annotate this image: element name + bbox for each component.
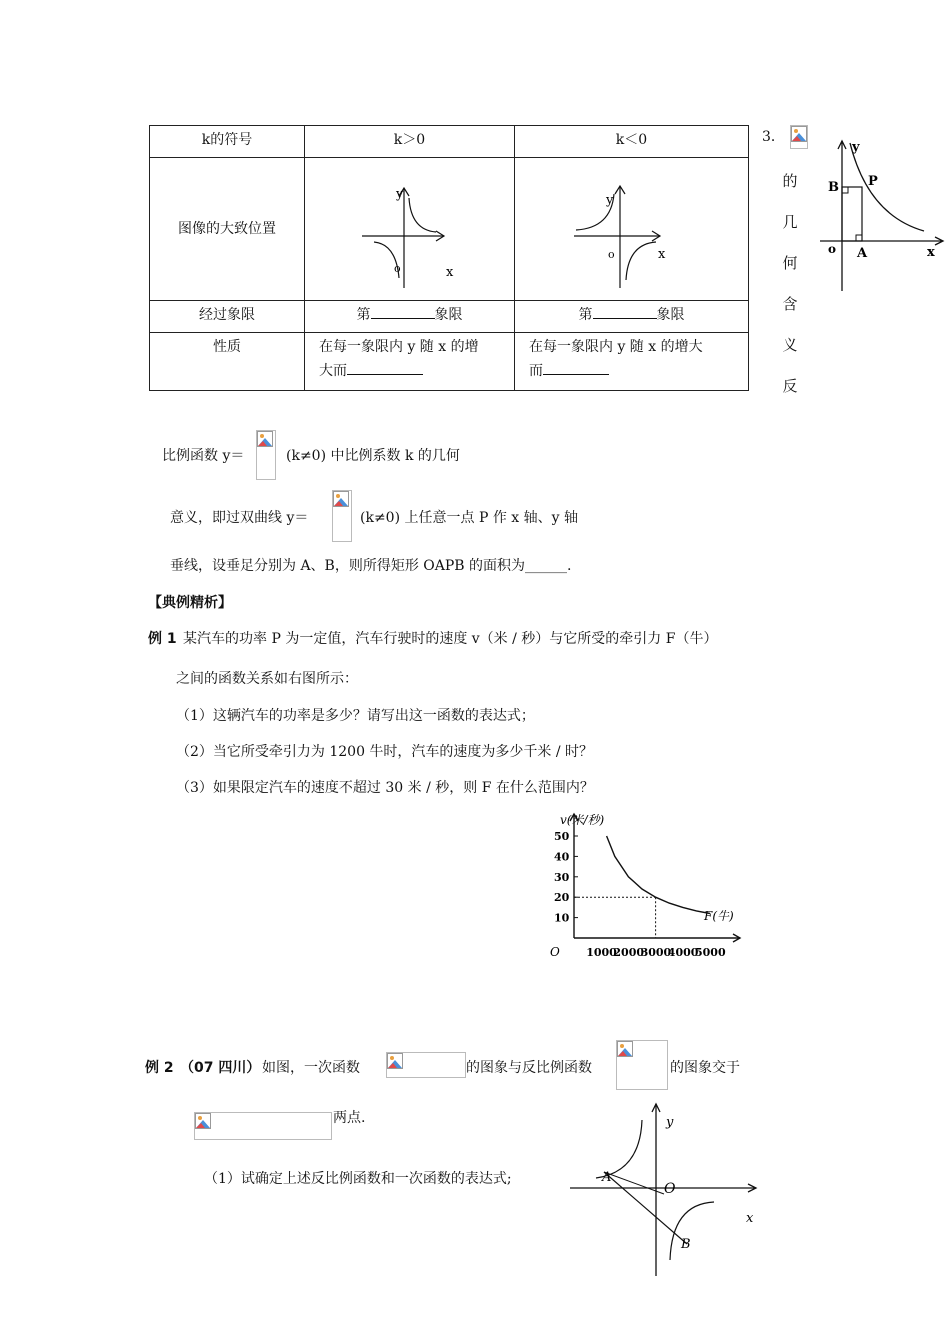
- graph-o-label: o: [393, 262, 401, 275]
- example1-q2: （2）当它所受牵引力为 1200 牛时，汽车的速度为多少千米 / 时？: [176, 744, 594, 760]
- x-tick-label: 5000: [695, 946, 726, 958]
- example1-q1: （1）这辆汽车的功率是多少？请写出这一函数的表达式；: [176, 708, 535, 724]
- para-line-1-a: 比例函数 y＝: [162, 448, 245, 464]
- quadrant-suffix: 象限: [434, 307, 463, 323]
- origin-label: O: [550, 945, 560, 958]
- figure-a-label: A: [602, 1170, 612, 1185]
- graph-y-label: y: [395, 187, 403, 202]
- answer-blank[interactable]: [543, 360, 609, 375]
- graph-k-positive-cell: [305, 158, 515, 301]
- header-k-negative: k＜0: [515, 126, 749, 158]
- example1-label: 例 1: [148, 631, 177, 647]
- broken-image-icon: [387, 1053, 403, 1069]
- property-k-positive: [305, 333, 515, 391]
- quadrant-k-negative: [515, 301, 749, 333]
- answer-blank[interactable]: [347, 360, 423, 375]
- para-line-3: 垂线，设垂足分别为 A、B，则所得矩形 OAPB 的面积为______.: [170, 558, 572, 574]
- para-line-2-b: (k≠0) 上任意一点 P 作 x 轴、y 轴: [360, 510, 578, 526]
- y-tick-label: 50: [554, 830, 570, 843]
- figure-o-label: O: [664, 1181, 676, 1197]
- figure-o-label: o: [828, 242, 837, 256]
- intersection-figure: [560, 1100, 770, 1280]
- figure-p-label: P: [868, 174, 878, 189]
- properties-table: [149, 125, 749, 391]
- image-placeholder: [386, 1052, 466, 1078]
- velocity-force-chart: [530, 808, 750, 958]
- image-placeholder: [616, 1040, 668, 1090]
- graph-y-label: y: [605, 193, 613, 208]
- y-tick-label: 20: [554, 891, 570, 905]
- row-quadrant-label: 经过象限: [150, 301, 305, 333]
- property-text: 而: [529, 363, 543, 379]
- y-tick-label: 40: [554, 850, 570, 864]
- para-line-1-b: (k≠0) 中比例系数 k 的几何: [286, 448, 460, 464]
- table-row: [150, 333, 749, 391]
- figure-a-label: A: [857, 246, 868, 261]
- property-k-negative: [515, 333, 749, 391]
- answer-blank[interactable]: [593, 304, 657, 319]
- answer-blank[interactable]: [371, 304, 435, 319]
- item-number: 3．: [762, 129, 785, 145]
- vertical-char: 反: [782, 377, 798, 395]
- x-tick-label: 1000: [586, 946, 617, 958]
- example2-text-d: 两点.: [333, 1110, 366, 1126]
- graph-k-negative-cell: [515, 158, 749, 301]
- example2-q1: （1）试确定上述反比例函数和一次函数的表达式;: [204, 1171, 512, 1187]
- row-image-label: 图像的大致位置: [150, 158, 305, 301]
- property-text: 大而: [319, 363, 347, 379]
- x-axis-label: F(牛): [704, 909, 734, 923]
- example2-text-a: 如图，一次函数: [262, 1060, 360, 1076]
- x-tick-label: 4000: [667, 946, 699, 958]
- example1-line1: 某汽车的功率 P 为一定值，汽车行驶时的速度 v（米 / 秒）与它所受的牵引力 F（牛）: [183, 631, 718, 647]
- figure-y-label: y: [852, 140, 860, 155]
- vertical-char: 何: [782, 254, 798, 272]
- example1-q3: （3）如果限定汽车的速度不超过 30 米 / 秒，则 F 在什么范围内？: [176, 780, 594, 796]
- graph-o-label: o: [607, 248, 615, 261]
- figure-y-label: y: [666, 1115, 674, 1130]
- image-placeholder: [332, 490, 352, 542]
- figure-b-label: B: [828, 180, 839, 195]
- y-tick-label: 30: [554, 870, 570, 884]
- row-property-label: 性质: [150, 333, 305, 391]
- example2-text-b: 的图象与反比例函数: [466, 1060, 592, 1076]
- x-tick-label: 3000: [640, 946, 672, 958]
- section-title: 【典例精析】: [148, 595, 232, 611]
- hyperbola-k-negative-graph: [516, 158, 748, 292]
- vertical-char: 的: [782, 172, 798, 190]
- property-text: 在每一象限内 y 随 x 的增: [319, 339, 479, 355]
- example2-source: （07 四川）: [180, 1060, 261, 1076]
- header-k-sign: k的符号: [150, 126, 305, 158]
- table-header-row: [150, 126, 749, 158]
- quadrant-prefix: 第: [578, 307, 593, 323]
- quadrant-suffix: 象限: [656, 307, 685, 323]
- image-placeholder: [256, 430, 276, 480]
- hyperbola-k-positive-graph: [306, 158, 514, 292]
- vertical-char: 含: [782, 295, 798, 313]
- example2-text-c: 的图象交于: [670, 1060, 740, 1076]
- y-tick-label: 10: [554, 911, 570, 925]
- broken-image-icon: [257, 431, 273, 447]
- y-axis-label: v(米/秒): [560, 813, 605, 827]
- table-row: [150, 301, 749, 333]
- graph-x-label: x: [445, 265, 453, 280]
- vertical-char: 义: [782, 336, 798, 354]
- property-text: 在每一象限内 y 随 x 的增大: [529, 339, 703, 355]
- figure-x-label: x: [746, 1211, 754, 1226]
- header-k-positive: k＞0: [305, 126, 515, 158]
- broken-image-icon: [333, 491, 349, 507]
- example1-line2: 之间的函数关系如右图所示：: [176, 671, 358, 687]
- figure-x-label: x: [927, 245, 935, 260]
- broken-image-icon: [617, 1041, 633, 1057]
- graph-x-label: x: [657, 247, 665, 262]
- broken-image-icon: [791, 126, 807, 142]
- x-tick-label: 2000: [613, 946, 645, 958]
- broken-image-icon: [195, 1113, 211, 1129]
- image-placeholder: [790, 125, 808, 149]
- para-line-2-a: 意义，即过双曲线 y＝: [170, 510, 309, 526]
- vertical-char: 几: [782, 213, 798, 231]
- image-placeholder: [194, 1112, 332, 1140]
- example2-label: 例 2: [145, 1060, 174, 1076]
- rectangle-oapb-figure: [820, 135, 946, 295]
- figure-b-label: B: [681, 1237, 691, 1252]
- table-row: [150, 158, 749, 301]
- series-curve: [607, 836, 710, 914]
- quadrant-k-positive: [305, 301, 515, 333]
- quadrant-prefix: 第: [356, 307, 371, 323]
